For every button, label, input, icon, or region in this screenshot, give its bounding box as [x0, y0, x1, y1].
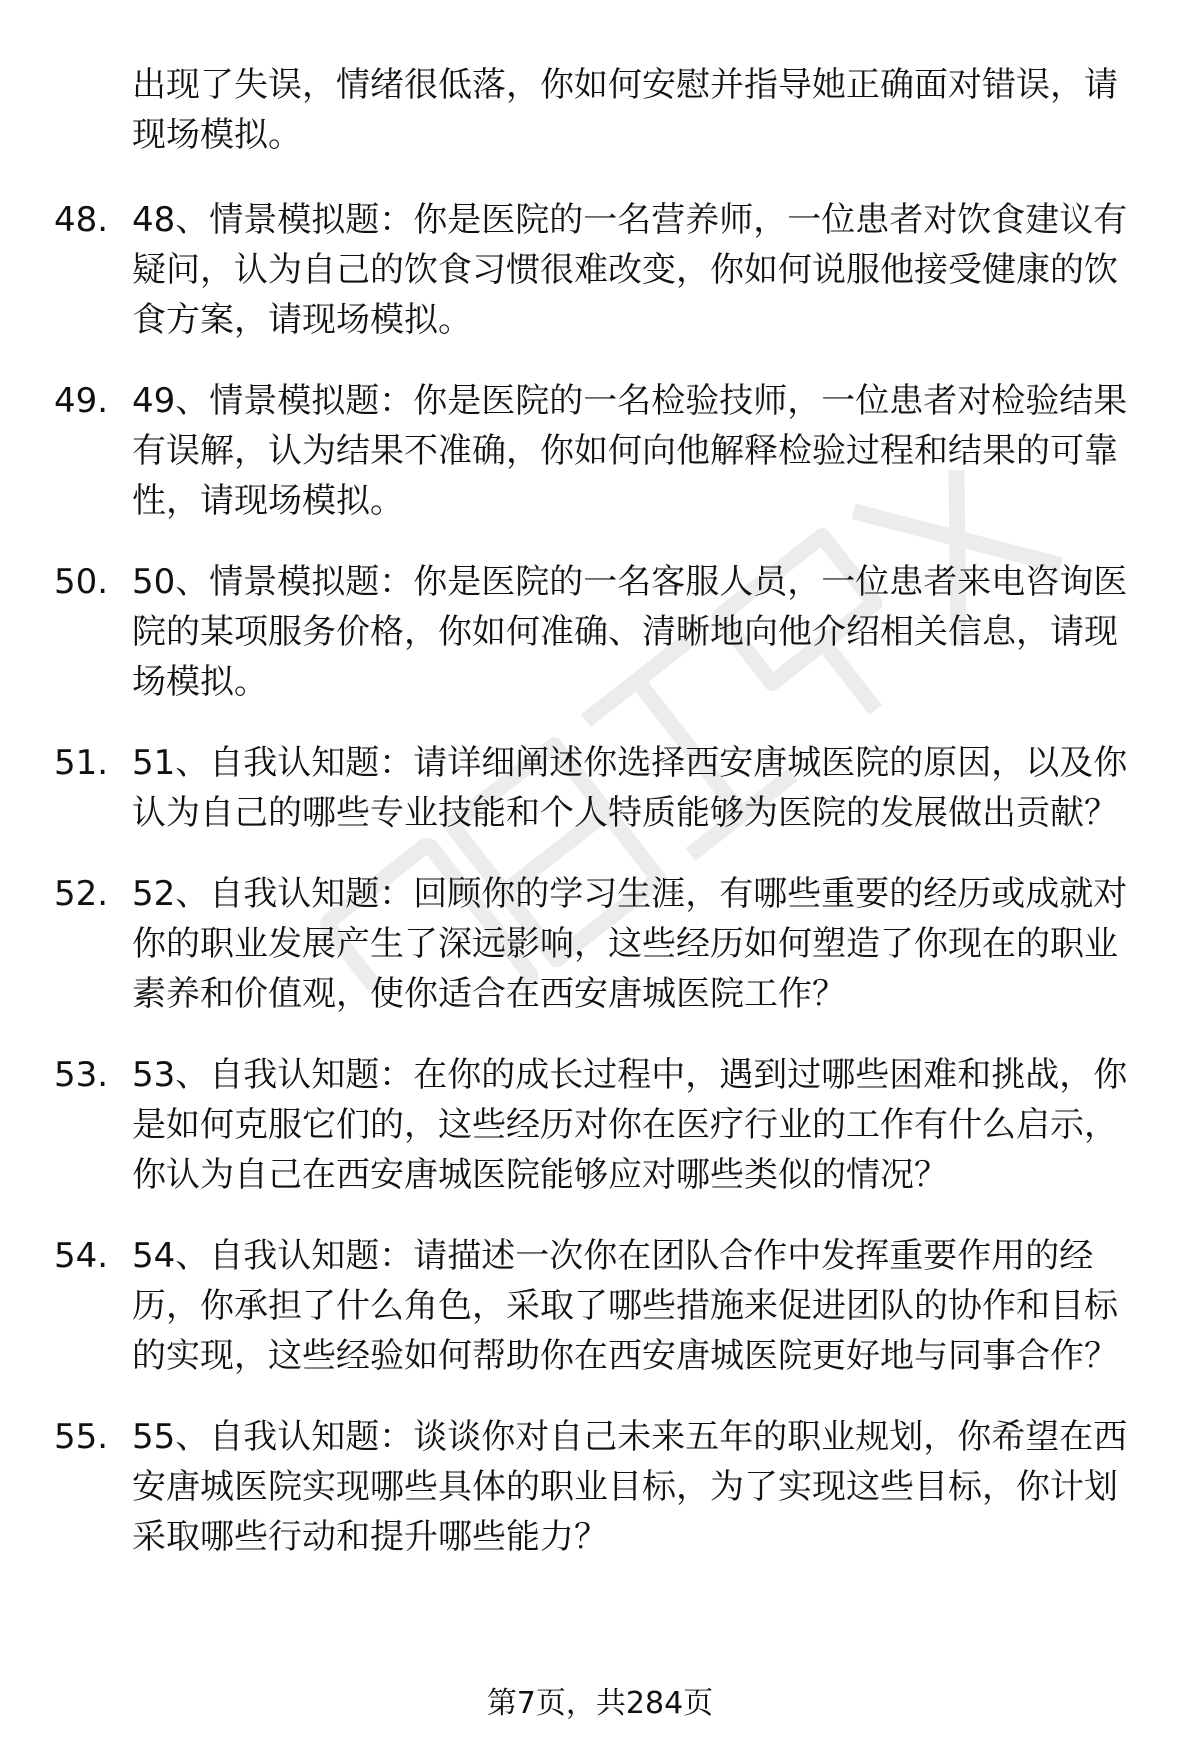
- question-text: 50、情景模拟题：你是医院的一名客服人员，一位患者来电咨询医院的某项服务价格，你如何准确、清晰地向他介绍相关信息，请现场模拟。: [132, 562, 1128, 702]
- question-item-55: [0, 1412, 1200, 1562]
- question-number: 54.: [54, 1236, 109, 1276]
- question-text: 51、自我认知题：请详细阐述你选择西安唐城医院的原因，以及你认为自己的哪些专业技能和个人特质能够为医院的发展做出贡献？: [132, 743, 1128, 833]
- question-item-50: [0, 557, 1200, 707]
- question-item-54: [0, 1231, 1200, 1381]
- continuation-paragraph: 出现了失误，情绪很低落，你如何安慰并指导她正确面对错误，请现场模拟。: [132, 65, 1118, 155]
- page-footer: 第7页，共284页: [486, 1686, 714, 1721]
- question-number: 53.: [54, 1055, 109, 1095]
- question-number: 55.: [54, 1417, 109, 1457]
- question-item-51: [0, 738, 1200, 838]
- question-text: 54、自我认知题：请描述一次你在团队合作中发挥重要作用的经历，你承担了什么角色，采取了哪些措施来促进团队的协作和目标的实现，这些经验如何帮助你在西安唐城医院更好地与同事合作？: [132, 1236, 1118, 1376]
- question-number: 52.: [54, 874, 109, 914]
- question-item-53: [0, 1050, 1200, 1200]
- question-text: 53、自我认知题：在你的成长过程中，遇到过哪些困难和挑战，你是如何克服它们的，这些经历对你在医疗行业的工作有什么启示，你认为自己在西安唐城医院能够应对哪些类似的情况？: [132, 1055, 1128, 1195]
- question-text: 48、情景模拟题：你是医院的一名营养师，一位患者对饮食建议有疑问，认为自己的饮食习惯很难改变，你如何说服他接受健康的饮食方案，请现场模拟。: [132, 200, 1128, 340]
- question-number: 48.: [54, 200, 109, 240]
- question-text: 49、情景模拟题：你是医院的一名检验技师，一位患者对检验结果有误解，认为结果不准确，你如何向他解释检验过程和结果的可靠性，请现场模拟。: [132, 381, 1128, 521]
- question-text: 52、自我认知题：回顾你的学习生涯，有哪些重要的经历或成就对你的职业发展产生了深远影响，这些经历如何塑造了你现在的职业素养和价值观，使你适合在西安唐城医院工作？: [132, 874, 1128, 1014]
- question-number: 50.: [54, 562, 109, 602]
- question-text: 55、自我认知题：谈谈你对自己未来五年的职业规划，你希望在西安唐城医院实现哪些具体的职业目标，为了实现这些目标，你计划采取哪些行动和提升哪些能力？: [132, 1417, 1128, 1557]
- question-item-52: [0, 869, 1200, 1019]
- question-item-49: [0, 376, 1200, 526]
- question-number: 51.: [54, 743, 109, 783]
- question-number: 49.: [54, 381, 109, 421]
- question-item-48: [0, 195, 1200, 345]
- question-list: [0, 195, 1200, 1593]
